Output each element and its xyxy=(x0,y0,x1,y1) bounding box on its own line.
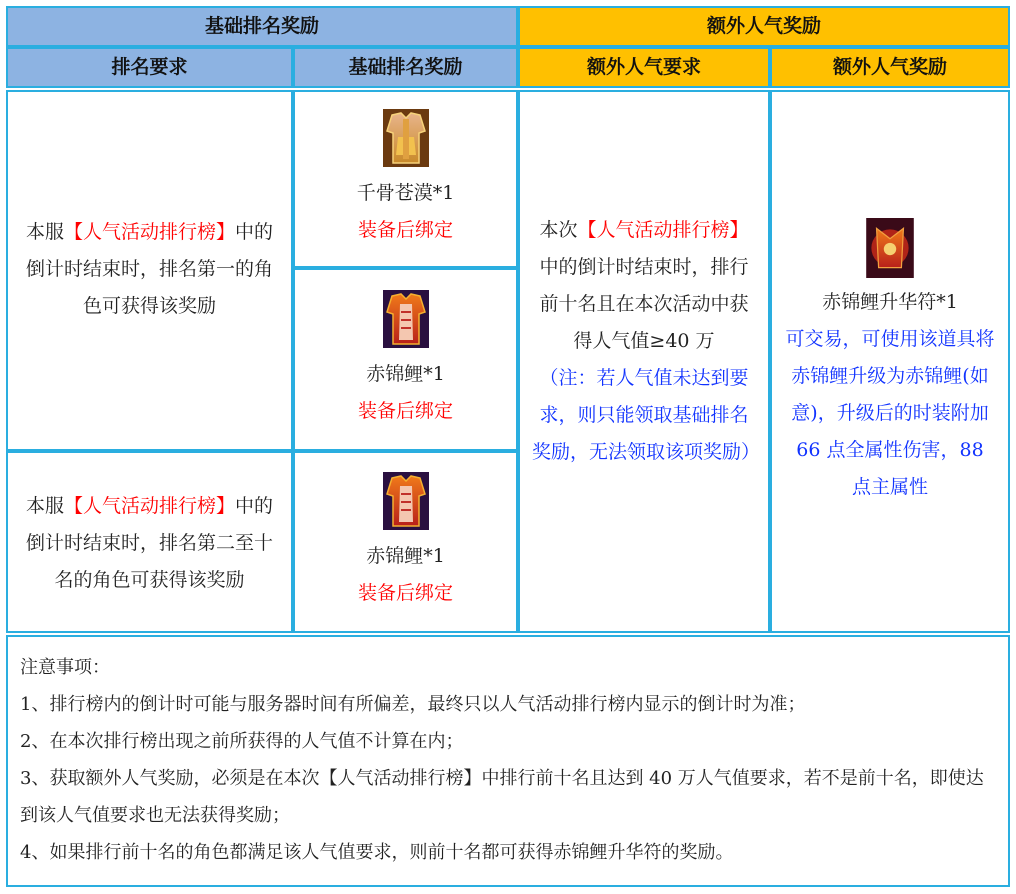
bind-notice: 装备后绑定 xyxy=(357,219,453,241)
note-item: 3、获取额外人气奖励，必须是在本次【人气活动排行榜】中排行前十名且达到 40 万人气值要求，若不是前十名，即使达到该人气值要求也无法获得奖励； xyxy=(20,768,984,826)
reward-cell-3 xyxy=(293,451,518,633)
leaderboard-link: 【人气活动排行榜】 xyxy=(577,219,749,241)
notes-section xyxy=(6,635,1010,887)
reward-name: 赤锦鲤*1 xyxy=(366,362,445,385)
bind-notice: 装备后绑定 xyxy=(357,399,453,422)
note-item: 1、排行榜内的倒计时可能与服务器时间有所偏差，最终只以人气活动排行榜内显示的倒计时为准； xyxy=(20,694,806,715)
header-basic-group: 基础排名奖励 xyxy=(6,6,518,47)
extra-reward-description: 可交易，可使用该道具将赤锦鲤升级为赤锦鲤(如意)，升级后的时装附加 66 点全属性伤害，88 点主属性 xyxy=(785,328,995,498)
extra-post: 中的倒计时结束时，排行前十名且在本次活动中获得人气值≥40 万 xyxy=(539,256,749,352)
reward-name: 千骨苍漠*1 xyxy=(356,182,455,204)
costume-red-icon xyxy=(383,290,429,348)
header-extra-requirement: 额外人气要求 xyxy=(518,47,770,88)
reward-cell-1 xyxy=(293,90,518,268)
costume-gold-icon xyxy=(383,109,429,167)
rank2-post: 中的倒计时结束时，排名第二至十名的角色可获得该奖励 xyxy=(25,495,274,591)
extra-reward-name: 赤锦鲤升华符*1 xyxy=(822,291,958,313)
note-item: 4、如果排行前十名的角色都满足该人气值要求，则前十名都可获得赤锦鲤升华符的奖励。 xyxy=(20,842,734,863)
reward-name: 赤锦鲤*1 xyxy=(366,545,445,567)
header-rank-requirement: 排名要求 xyxy=(6,47,293,88)
rank1-pre: 本服 xyxy=(25,221,64,243)
rank1-post: 中的倒计时结束时，排名第一的角色可获得该奖励 xyxy=(25,221,274,317)
costume-red-icon xyxy=(383,472,429,530)
header-extra-group: 额外人气奖励 xyxy=(518,6,1010,47)
reward-cell-2 xyxy=(293,268,518,451)
note-item: 2、在本次排行榜出现之前所获得的人气值不计算在内； xyxy=(20,731,464,752)
extra-note: （注：若人气值未达到要求，则只能领取基础排名奖励，无法领取该项奖励） xyxy=(532,367,761,463)
rank2-pre: 本服 xyxy=(25,495,64,517)
extra-requirement xyxy=(518,90,770,633)
leaderboard-link: 【人气活动排行榜】 xyxy=(63,495,235,517)
header-extra-reward: 额外人气奖励 xyxy=(770,47,1010,88)
extra-pre: 本次 xyxy=(539,219,578,241)
rank1-requirement xyxy=(6,90,293,451)
bind-notice: 装备后绑定 xyxy=(357,582,453,604)
extra-reward xyxy=(770,90,1010,633)
header-basic-reward: 基础排名奖励 xyxy=(293,47,518,88)
upgrade-talisman-icon xyxy=(860,218,920,278)
rank2-requirement xyxy=(6,451,293,633)
notes-title: 注意事项： xyxy=(20,657,110,678)
leaderboard-link: 【人气活动排行榜】 xyxy=(63,221,235,243)
